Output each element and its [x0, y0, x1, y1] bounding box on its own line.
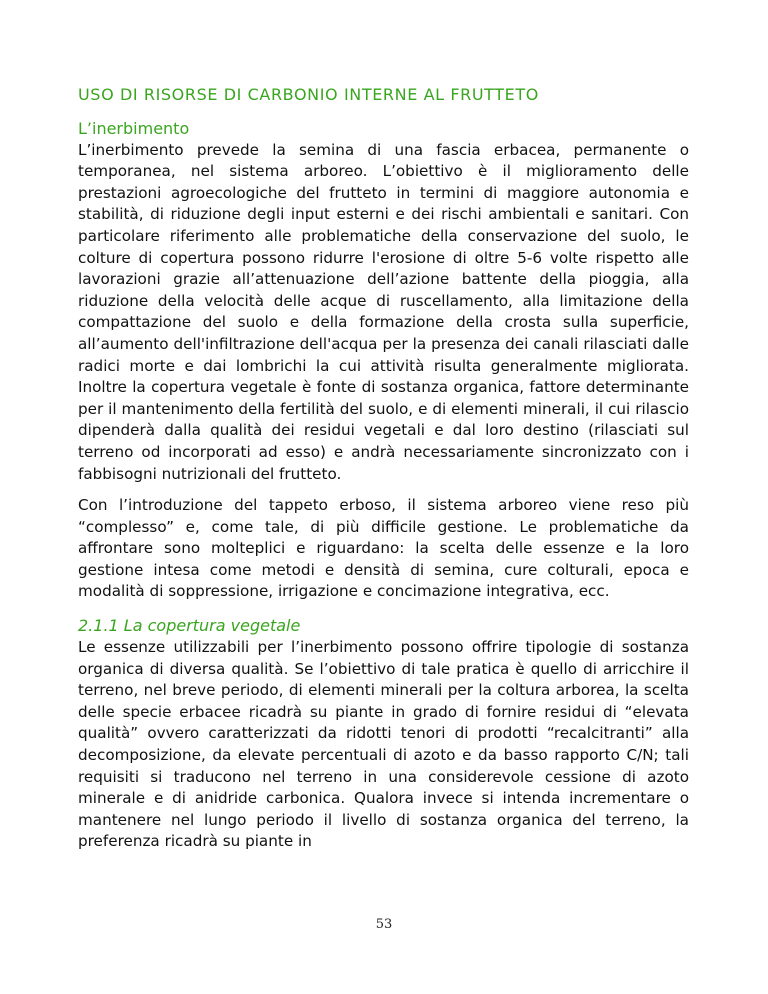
subsection-inerbimento	[78, 118, 689, 603]
paragraph: L’inerbimento prevede la semina di una fascia erbacea, permanente o temporanea, nel sistema arboreo. L’obiettivo è il miglioramento delle prestazioni agroecologiche del frutteto in termini di maggiore autonomia e stabilità, di riduzione degli input esterni e dei rischi ambientali e sanitari. Con particolare riferimento alle problematiche della conservazione del suolo, le colture di copertura possono ridurre l'erosione di oltre 5-6 volte rispetto alle lavorazioni grazie all’attenuazione dell’azione battente della pioggia, alla riduzione della velocità delle acque di ruscellamento, alla limitazione della compattazione del suolo e della formazione della crosta sulla superficie, all’aumento dell'infiltrazione dell'acqua per la presenza dei canali rilasciati dalle radici morte e dai lombrichi la cui attività risulta generalmente migliorata. Inoltre la copertura vegetale è fonte di sostanza organica, fattore determinante per il mantenimento della fertilità del suolo, e di elementi minerali, il cui rilascio dipenderà dalla qualità dei residui vegetali e dal loro destino (rilasciati sul terreno od incorporati ad esso) e andrà necessariamente sincronizzato con i fabbisogni nutrizionali del frutteto.	[78, 140, 689, 483]
paragraph: Con l’introduzione del tappeto erboso, il sistema arboreo viene reso più “complesso” e, come tale, di più difficile gestione. Le problematiche da affrontare sono molteplici e riguardano: la scelta delle essenze e la loro gestione intesa come metodi e densità di semina, cure colturali, epoca e modalità di soppressione, irrigazione e concimazione integrativa, ecc.	[78, 496, 689, 601]
subsection-copertura-vegetale	[78, 615, 689, 853]
subsection-title-copertura: 2.1.1 La copertura vegetale	[78, 616, 301, 636]
page-number: 53	[375, 917, 393, 932]
paragraph: Le essenze utilizzabili per l’inerbimento possono offrire tipologie di sostanza organica di diversa qualità. Se l’obiettivo di tale pratica è quello di arricchire il terreno, nel breve periodo, di elementi minerali per la coltura arborea, la scelta delle specie erbacee ricadrà su piante in grado di fornire residui di “elevata qualità” ovvero caratterizzati da ridotti tenori di prodotti “recalcitranti” alla decomposizione, da elevate percentuali di azoto e da basso rapporto C/N; tali requisiti si traducono nel terreno in una considerevole cessione di azoto minerale e di anidride carbonica. Qualora invece si intenda incrementare o mantenere nel lungo periodo il livello di sostanza organica del terreno, la preferenza ricadrà su piante in	[78, 638, 689, 851]
subsection-title-inerbimento: L’inerbimento	[78, 118, 190, 138]
section-title: USO DI RISORSE DI CARBONIO INTERNE AL FRUTTETO	[78, 85, 539, 104]
page-body	[78, 84, 689, 853]
